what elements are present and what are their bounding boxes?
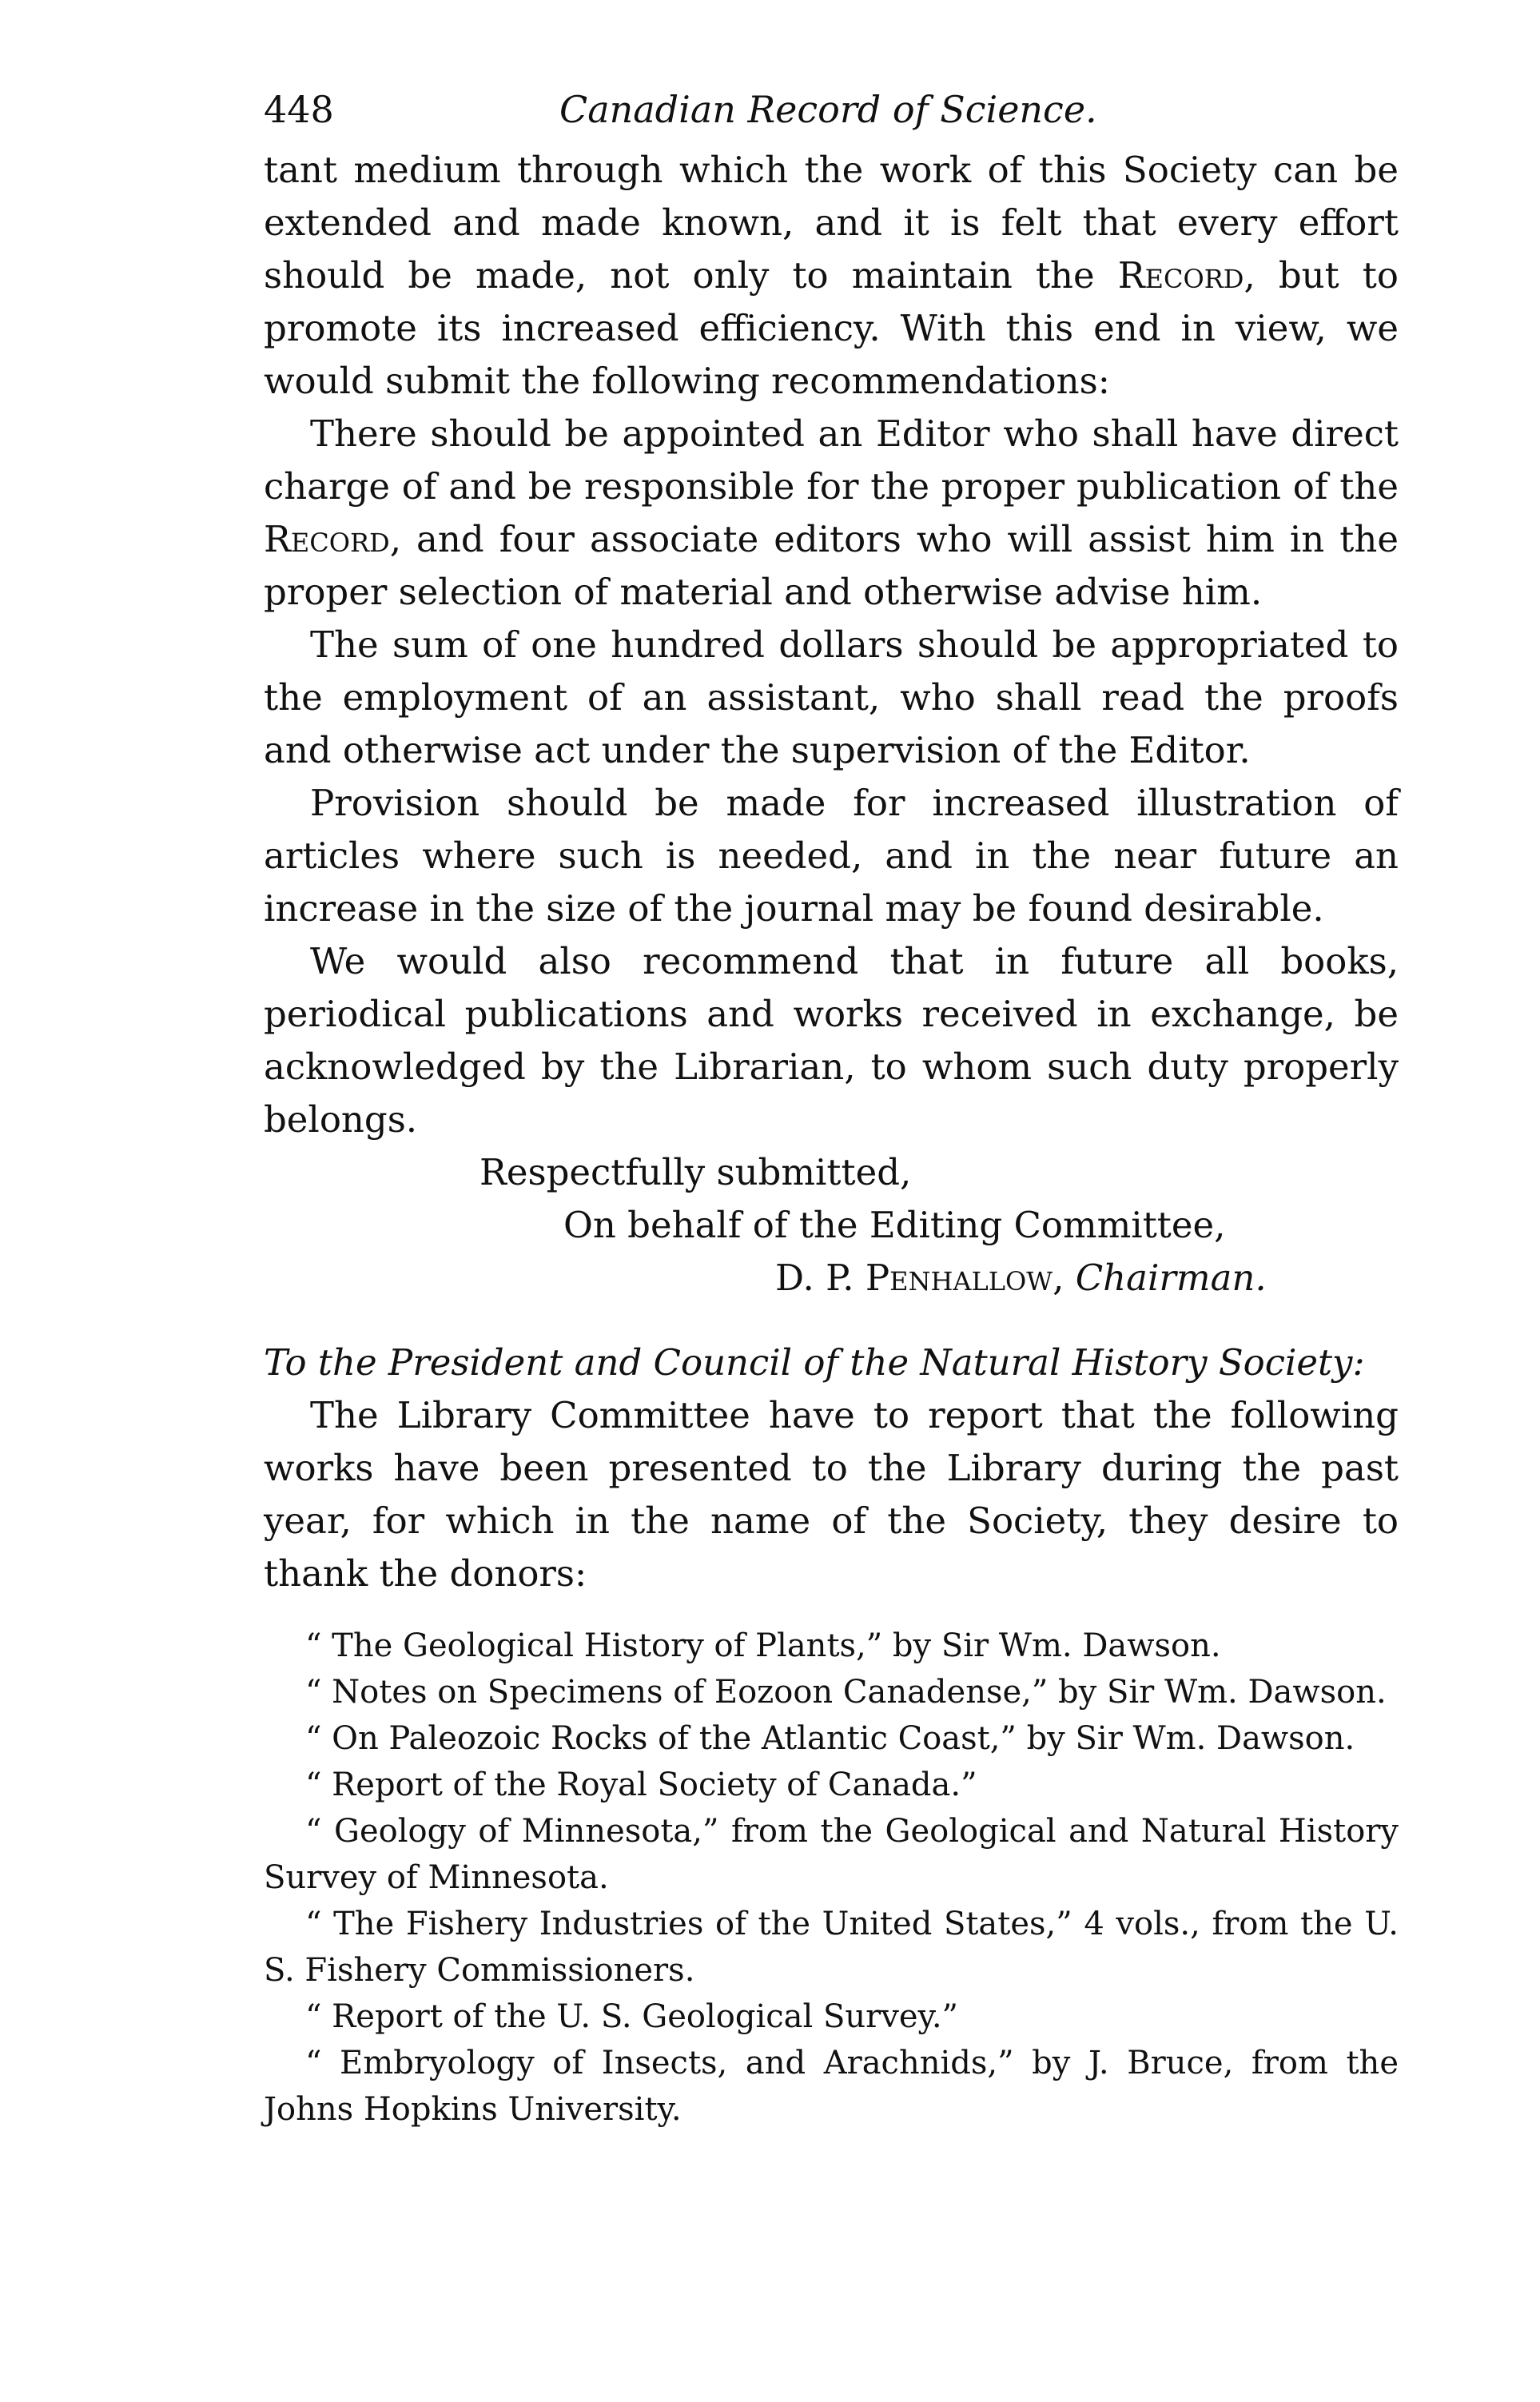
signoff [264,1146,1399,1305]
journal-title: Canadian Record of Science. [559,88,1097,131]
paragraph-library: The Library Committee have to report that the following works have been presented to the Library during the past year, for which in the name of the Society, they desire to thank the donors: [264,1394,1399,1595]
list-item: “ Report of the U. S. Geological Survey.” [305,1998,958,2035]
record-small-caps: Record [1117,254,1244,297]
list-item: “ The Fishery Industries of the United States,” 4 vols., from the U. S. Fishery Commissioners. [264,1906,1399,1989]
signature-separator: , [1053,1257,1076,1299]
page-number: 448 [264,88,334,131]
list-item: “ The Geological History of Plants,” by Sir Wm. Dawson. [305,1627,1221,1664]
signature-surname: Penhallow [865,1257,1053,1299]
running-head [264,72,1399,144]
page [264,72,1399,2133]
list-item: “ Geology of Minnesota,” from the Geological and Natural History Survey of Minnesota. [264,1813,1399,1896]
paragraph-text: , but to promote its increased efficiency. With this end in view, we would submit the following recommendations: [264,254,1399,402]
paragraph-text: , and four associate editors who will assist him in the proper selection of material and otherwise advise him. [264,518,1399,613]
paragraph-text: tant medium through which the work of this Society can be extended and made known, and it is felt that every effort should be made, not only to maintain the [264,149,1399,297]
paragraph-editor [264,408,1399,619]
signoff-signature [264,1252,1399,1305]
paragraph-assistant: The sum of one hundred dollars should be appropriated to the employment of an assistant, who shall read the proofs and otherwise act under the supervision of the Editor. [264,623,1399,771]
signoff-line: On behalf of the Editing Committee, [563,1204,1226,1246]
list-item: “ Report of the Royal Society of Canada.” [305,1767,977,1803]
list-item: “ Embryology of Insects, and Arachnids,” by J. Bruce, from the Johns Hopkins University. [264,2045,1399,2128]
address-line: To the President and Council of the Natural History Society: [264,1341,1365,1384]
signature-role: Chairman. [1075,1257,1267,1299]
paragraph-illustration: Provision should be made for increased illustration of articles where such is needed, and in the near future an increase in the size of the journal may be found desirable. [264,782,1399,930]
signoff-line: Respectfully submitted, [480,1151,912,1193]
library-report [264,1389,1399,1600]
paragraph-text: There should be appointed an Editor who shall have direct charge of and be responsible for the proper publication of the [264,412,1399,508]
paragraph-librarian: We would also recommend that in future all books, periodical publications and works received in exchange, be acknowledged by the Librarian, to whom such duty properly belongs. [264,940,1399,1141]
list-item: “ On Paleozoic Rocks of the Atlantic Coast,” by Sir Wm. Dawson. [305,1720,1355,1757]
report-body [264,144,1399,1146]
record-small-caps: Record [264,518,390,560]
paragraph-continuation [264,144,1399,408]
works-list [264,1623,1399,2133]
signature-initials: D. P. [775,1257,866,1299]
list-item: “ Notes on Specimens of Eozoon Canadense,” by Sir Wm. Dawson. [305,1674,1387,1711]
